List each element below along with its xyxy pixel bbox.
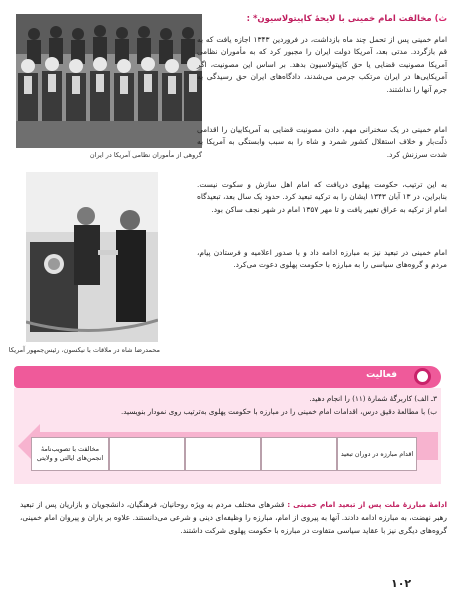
activity-title: فعالیت — [366, 370, 397, 380]
timeline-cell[interactable] — [261, 437, 337, 471]
bottom-heading: ادامهٔ مبارزهٔ ملت پس از تبعید امام خمینی : — [287, 500, 448, 509]
activity-header — [14, 366, 441, 388]
photo2-caption: محمدرضا شاه در ملاقات با نیکسون، رئیس‌جمهور آمریکا — [8, 346, 160, 354]
section-title: مخالفت امام خمینی با لایحهٔ کاپیتولاسیون* : — [246, 14, 432, 24]
section-label: ث) — [434, 14, 447, 24]
activity-instruction-a: ۳ـ الف) کاربرگهٔ شمارهٔ (۱۱) را انجام دهید. — [309, 394, 437, 403]
photo1-caption: گروهی از مأموران نظامی آمریکا در ایران — [89, 151, 202, 159]
activity-bullet-icon — [414, 368, 431, 385]
paragraph-speech: امام خمینی در یک سخنرانی مهم، دادن مصونیت قضایی به آمریکاییان را اقدامی ذلّت‌بار و خلاف استقلال کشور شمرد و شاه را به سبب وابستگی به آمریکا به شدت سرزنش کرد. — [197, 125, 447, 159]
bottom-section — [20, 498, 447, 537]
timeline-cell[interactable] — [109, 437, 185, 471]
photo-shah-nixon — [26, 172, 158, 342]
military-group-image — [16, 14, 202, 148]
paragraph-continued-struggle: امام خمینی در تبعید نیز به مبارزه ادامه داد و با صدور اعلامیه و فرستادن پیام، مردم و گروه‌های سیاسی را به مبارزه با حکومت پهلوی دعوت می‌کرد. — [197, 248, 447, 270]
timeline-cell[interactable] — [185, 437, 261, 471]
timeline-cell[interactable]: مخالفت با تصویب‌نامهٔ انجمن‌های ایالتی و ولایتی — [31, 437, 109, 471]
page-number: ۱۰۲ — [391, 577, 412, 590]
section-heading — [197, 14, 447, 24]
photo-military-group — [16, 14, 202, 148]
shah-nixon-image — [26, 172, 158, 342]
bottom-text: قشرهای مختلف مردم به ویژه روحانیان، فرهنگیان، دانشجویان و بازاریان پس از تبعید رهبر نهضت، به مبارزه ادامه دادند. آنها به پیروی از امام، مبارزه را وظیفه‌ای دینی و شرعی می‌دانستند. علاوه بر یاران و پیروان امام خمینی، گروه‌های دیگری نیز با عقاید سیاسی متفاوت در مبارزه با حکومت پهلوی شرکت داشتند. — [20, 500, 447, 535]
paragraph-exile-turkey: به این ترتیب، حکومت پهلوی دریافت که امام اهل سازش و سکوت نیست. بنابراین، در ۱۳ آبان ۱۳۴۳ ایشان را به ترکیه تبعید کرد. حدود یک سال بعد، تبعیدگاه امام از ترکیه به عراق تغییر یافت و تا مهر ۱۳۵۷ امام در شهر نجف ساکن بود. — [197, 180, 447, 214]
paragraph-exile-release: امام خمینی پس از تحمل چند ماه بازداشت، در فروردین ۱۳۴۳ اجازه یافت که به قم بازگردد. مدتی بعد، آمریکا دولت ایران را مجبور کرد که به مأموران نظامی آمریکا مصونیت قضایی یا حق کاپیتولاسیون بدهد. بر اساس این مصونیت، اگر آمریکایی‌ها در ایران مرتکب جرمی می‌شدند، دادگاه‌های ایران حق رسیدگی به جرم آنها را نداشتند. — [197, 35, 448, 94]
activity-instruction-b: ب) با مطالعهٔ دقیق درس، اقدامات امام خمینی را در مبارزه با حکومت پهلوی به‌ترتیب روی نمودار بنویسید. — [120, 407, 437, 416]
timeline-cell[interactable]: اقدام مبارزه در دوران تبعید — [337, 437, 417, 471]
